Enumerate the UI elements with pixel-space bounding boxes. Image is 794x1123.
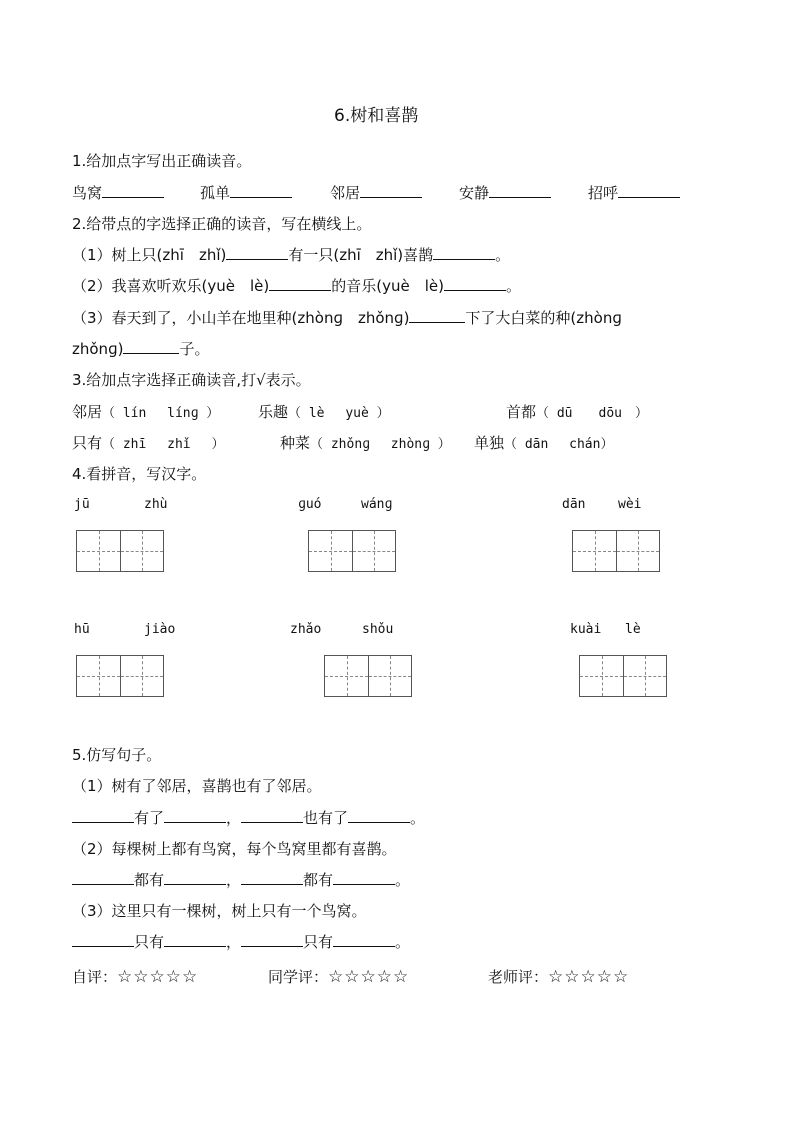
q5-heading: 5.仿写句子。 (72, 746, 162, 764)
grid-cell[interactable] (573, 531, 616, 571)
grid-cell[interactable] (368, 656, 411, 696)
imitation-line: 都有 ， 都有 。 (72, 870, 410, 890)
peer-evaluation: 同学评：☆☆☆☆☆ (268, 967, 410, 987)
writing-grid[interactable] (579, 655, 667, 697)
answer-blank[interactable] (333, 870, 395, 885)
pinyin-label: dān (562, 497, 586, 512)
answer-blank[interactable] (333, 932, 395, 947)
pinyin-label: jiào (144, 622, 176, 637)
q1-item: 安静 (459, 183, 551, 203)
answer-blank[interactable] (230, 183, 292, 198)
writing-grid[interactable] (76, 530, 164, 572)
grid-cell[interactable] (77, 656, 120, 696)
answer-blank[interactable] (618, 183, 680, 198)
grid-cell[interactable] (120, 531, 163, 571)
star-rating-icon[interactable]: ☆☆☆☆☆ (548, 967, 630, 987)
answer-blank[interactable] (123, 339, 179, 354)
answer-blank[interactable] (226, 245, 288, 260)
q3-option[interactable]: 首都（ dū dōu ） (506, 403, 648, 421)
answer-blank[interactable] (360, 183, 422, 198)
answer-blank[interactable] (72, 932, 134, 947)
grid-cell[interactable] (580, 656, 623, 696)
grid-cell[interactable] (616, 531, 659, 571)
q4-heading: 4.看拼音，写汉字。 (72, 465, 207, 483)
writing-grid[interactable] (308, 530, 396, 572)
star-rating-icon[interactable]: ☆☆☆☆☆ (328, 967, 410, 987)
answer-blank[interactable] (489, 183, 551, 198)
pinyin-label: wèi (618, 497, 642, 512)
writing-grid[interactable] (572, 530, 660, 572)
answer-blank[interactable] (164, 808, 226, 823)
answer-blank[interactable] (102, 183, 164, 198)
q3-heading: 3.给加点字选择正确读音,打√表示。 (72, 371, 311, 389)
answer-blank[interactable] (444, 276, 506, 291)
pinyin-label: jū (74, 497, 90, 512)
grid-cell[interactable] (325, 656, 368, 696)
q2-sentence-3-cont: zhǒnɡ) 子。 (72, 340, 210, 358)
example-sentence: （1）树有了邻居，喜鹊也有了邻居。 (72, 777, 322, 795)
q2-sentence-3: （3）春天到了，小山羊在地里种(zhònɡ zhǒnɡ) 下了大白菜的种(zhònɡ (72, 309, 622, 327)
grid-cell[interactable] (623, 656, 666, 696)
pinyin-label: zhù (144, 497, 168, 512)
q1-heading: 1.给加点字写出正确读音。 (72, 152, 252, 170)
answer-blank[interactable] (164, 870, 226, 885)
grid-cell[interactable] (120, 656, 163, 696)
q1-item: 鸟窝 (72, 183, 164, 203)
pinyin-label: lè (625, 622, 641, 637)
answer-blank[interactable] (164, 932, 226, 947)
answer-blank[interactable] (72, 870, 134, 885)
teacher-evaluation: 老师评：☆☆☆☆☆ (488, 967, 630, 987)
q3-option[interactable]: 乐趣（ lè yuè ） (258, 403, 390, 421)
pinyin-label: wánɡ (361, 497, 393, 512)
q3-option[interactable]: 种菜（ zhǒnɡ zhònɡ ） (280, 434, 451, 452)
answer-blank[interactable] (72, 808, 134, 823)
answer-blank[interactable] (241, 870, 303, 885)
example-sentence: （3）这里只有一棵树，树上只有一个鸟窝。 (72, 902, 367, 920)
answer-blank[interactable] (433, 245, 495, 260)
writing-grid[interactable] (76, 655, 164, 697)
star-rating-icon[interactable]: ☆☆☆☆☆ (117, 967, 199, 987)
q3-option[interactable]: 只有（ zhī zhǐ ） (72, 434, 225, 452)
answer-blank[interactable] (241, 932, 303, 947)
q3-option[interactable]: 邻居（ lín línɡ ） (72, 403, 220, 421)
answer-blank[interactable] (269, 276, 331, 291)
q3-option[interactable]: 单独（ dān chán） (474, 434, 614, 452)
answer-blank[interactable] (409, 308, 465, 323)
pinyin-label: zhǎo (290, 622, 322, 637)
answer-blank[interactable] (241, 808, 303, 823)
answer-blank[interactable] (348, 808, 410, 823)
grid-cell[interactable] (77, 531, 120, 571)
pinyin-label: kuài (570, 622, 602, 637)
q1-item: 邻居 (330, 183, 422, 203)
pinyin-label: hū (74, 622, 90, 637)
example-sentence: （2）每棵树上都有鸟窝，每个鸟窝里都有喜鹊。 (72, 840, 397, 858)
writing-grid[interactable] (324, 655, 412, 697)
pinyin-label: shǒu (362, 622, 394, 637)
q2-sentence-1: （1）树上只(zhī zhǐ) 有一只(zhī zhǐ)喜鹊 。 (72, 246, 511, 264)
q2-heading: 2.给带点的字选择正确的读音，写在横线上。 (72, 215, 372, 233)
q1-item: 招呼 (588, 183, 680, 203)
grid-cell[interactable] (352, 531, 395, 571)
q2-sentence-2: （2）我喜欢听欢乐(yuè lè) 的音乐(yuè lè) 。 (72, 277, 521, 295)
q1-item: 孤单 (200, 183, 292, 203)
imitation-line: 只有 ， 只有 。 (72, 932, 410, 952)
grid-cell[interactable] (309, 531, 352, 571)
page-title: 6.树和喜鹊 (334, 106, 419, 126)
self-evaluation: 自评：☆☆☆☆☆ (72, 967, 199, 987)
pinyin-label: ɡuó (298, 497, 322, 512)
imitation-line: 有了 ， 也有了 。 (72, 808, 425, 828)
